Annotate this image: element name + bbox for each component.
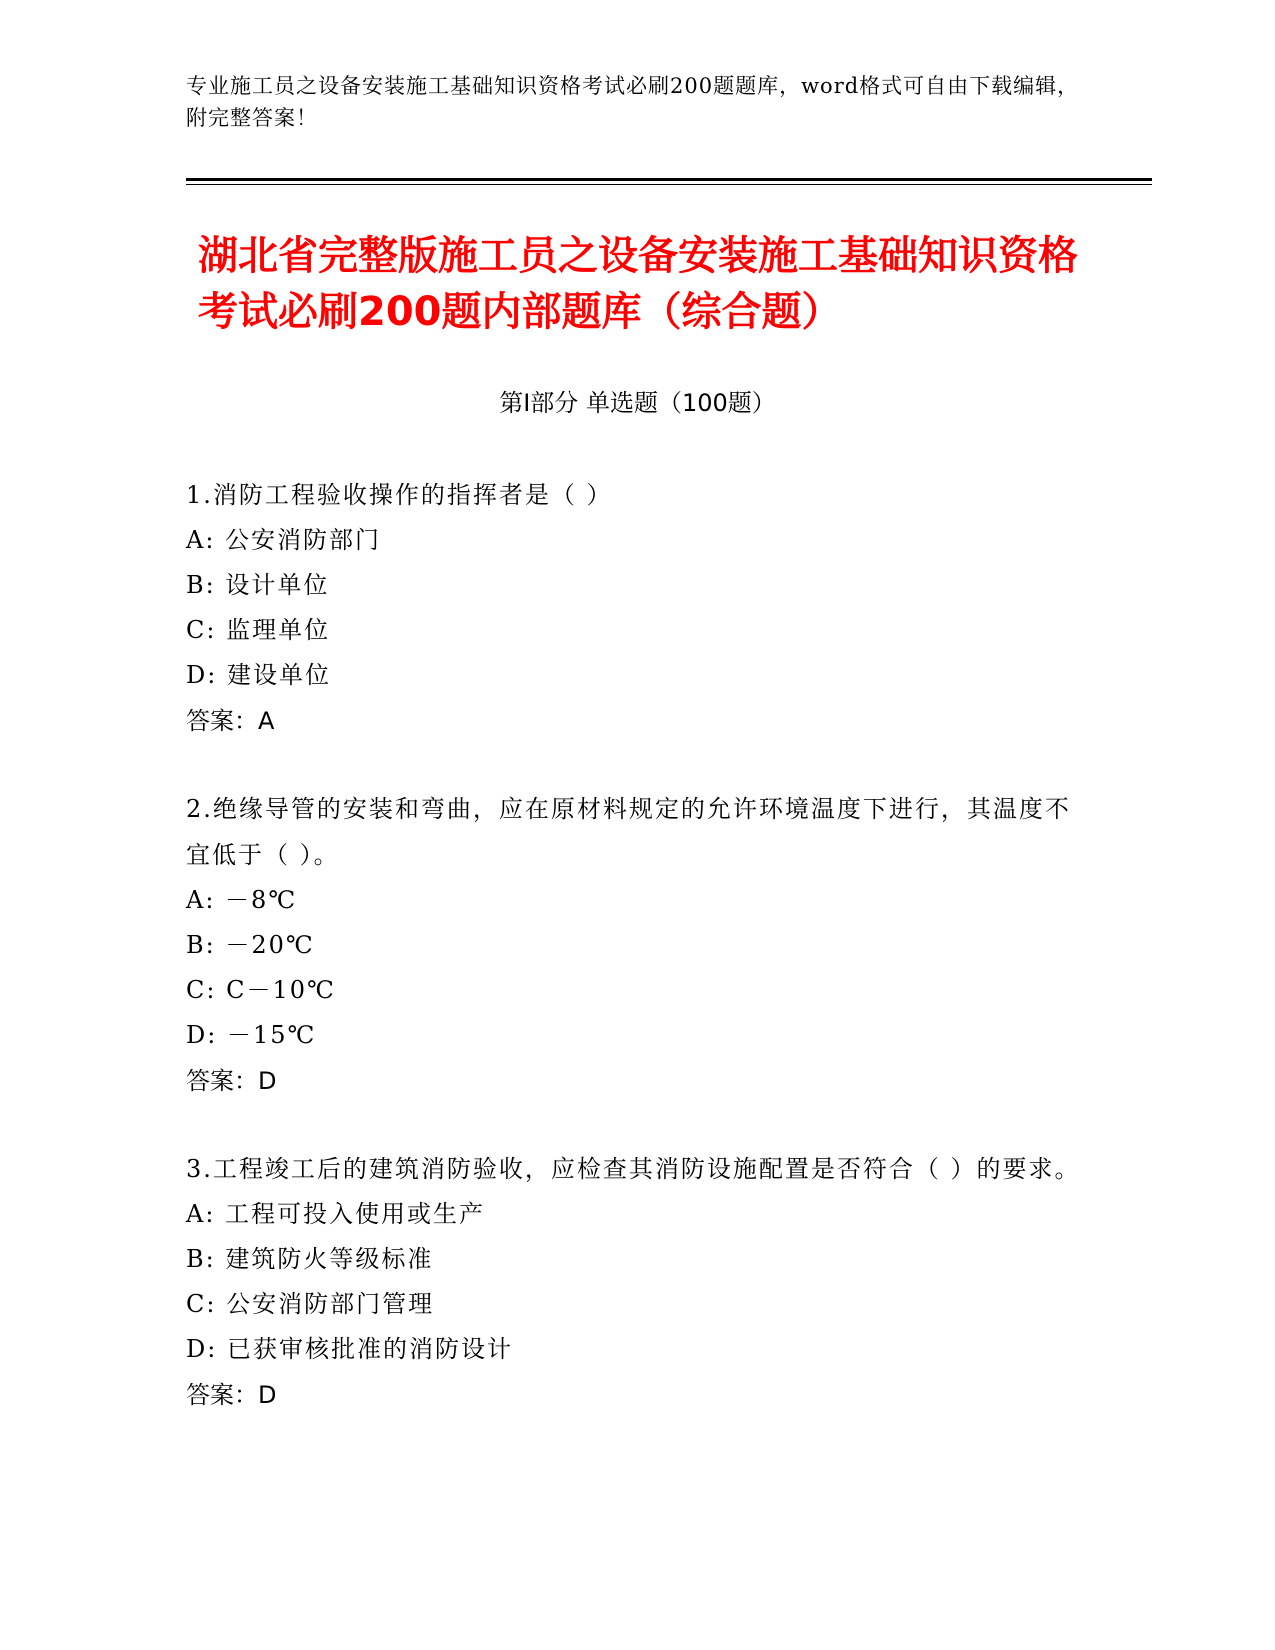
answer: 答案：D: [186, 1067, 277, 1095]
option-d: D: 建设单位: [186, 661, 331, 689]
section-heading: 第Ⅰ部分 单选题（100题）: [499, 389, 776, 417]
option-b: B: －20℃: [186, 931, 315, 959]
question-list: [186, 472, 1086, 1460]
option-a: A: 工程可投入使用或生产: [186, 1200, 486, 1228]
option-c: C: C－10℃: [186, 976, 336, 1004]
option-d: D: －15℃: [186, 1021, 317, 1049]
header-rule-thin: [186, 184, 1152, 185]
option-a: A: －8℃: [186, 886, 298, 914]
document-title: 湖北省完整版施工员之设备安装施工基础知识资格考试必刷200题内部题库（综合题）: [198, 233, 1078, 335]
option-b: B: 设计单位: [186, 571, 330, 599]
question-1: [186, 472, 1086, 744]
option-b: B: 建筑防火等级标准: [186, 1245, 434, 1273]
option-a: A: 公安消防部门: [186, 526, 382, 554]
option-c: C: 监理单位: [186, 616, 331, 644]
question-stem: 2.绝缘导管的安装和弯曲，应在原材料规定的允许环境温度下进行，其温度不宜低于（ ）。: [186, 795, 1071, 869]
option-d: D: 已获审核批准的消防设计: [186, 1335, 513, 1363]
option-c: C: 公安消防部门管理: [186, 1290, 435, 1318]
header-rule-thick: [186, 178, 1152, 181]
header-note: 专业施工员之设备安装施工基础知识资格考试必刷200题题库，word格式可自由下载编辑，附完整答案！: [186, 74, 1080, 130]
answer: 答案：A: [186, 707, 275, 735]
question-stem: 3.工程竣工后的建筑消防验收，应检查其消防设施配置是否符合（ ）的要求。: [186, 1155, 1081, 1183]
answer: 答案：D: [186, 1381, 277, 1409]
question-3: [186, 1146, 1086, 1418]
question-2: [186, 786, 1086, 1104]
question-stem: 1.消防工程验收操作的指挥者是（ ）: [186, 481, 613, 509]
